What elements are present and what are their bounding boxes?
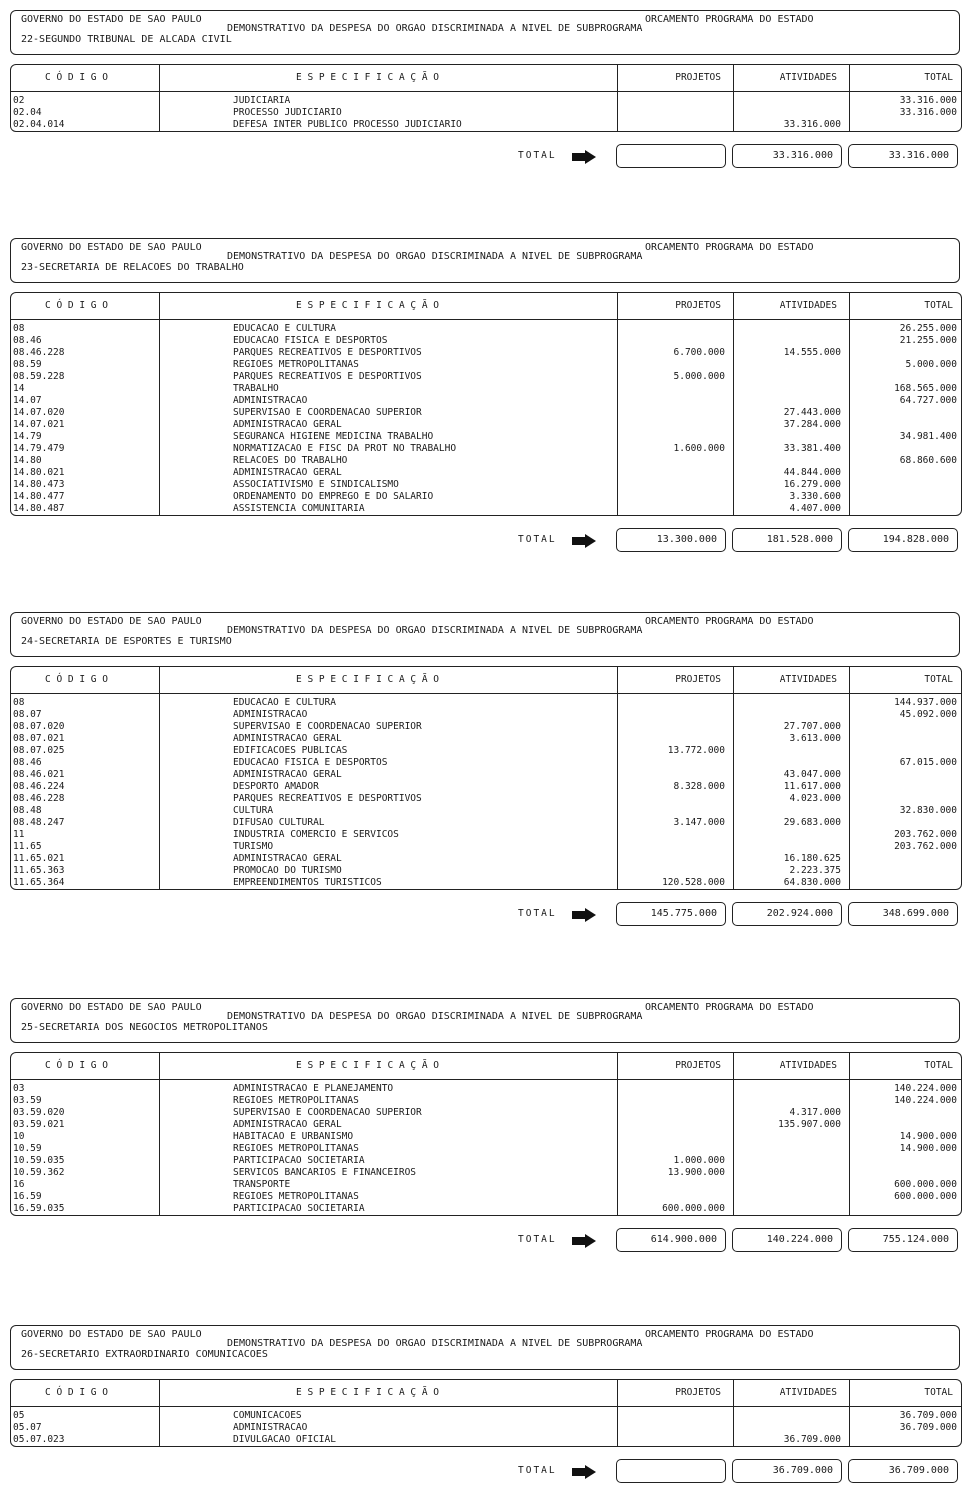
arrow-icon (572, 1464, 596, 1478)
table-row (11, 817, 961, 829)
atividades-cell: 37.284.000 (783, 419, 841, 430)
government-label: GOVERNO DO ESTADO DE SAO PAULO (21, 1002, 202, 1013)
total-label: TOTAL (518, 1465, 557, 1476)
table-row (11, 467, 961, 479)
total-row (10, 528, 962, 552)
specification-cell: TURISMO (233, 841, 274, 852)
specification-cell: ASSOCIATIVISMO E SINDICALISMO (233, 479, 399, 490)
atividades-cell: 36.709.000 (783, 1434, 841, 1445)
total-atividades-box: 140.224.000 (732, 1228, 842, 1252)
specification-cell: PARTICIPACAO SOCIETARIA (233, 1155, 365, 1166)
code-cell: 08.59.228 (13, 371, 65, 382)
code-cell: 02.04.014 (13, 119, 65, 130)
specification-cell: ASSISTENCIA COMUNITARIA (233, 503, 365, 514)
total-cell: 68.860.600 (899, 455, 957, 466)
total-label: TOTAL (518, 150, 557, 161)
table-row (11, 1131, 961, 1143)
total-sum-box: 755.124.000 (848, 1228, 958, 1252)
total-cell: 26.255.000 (899, 323, 957, 334)
arrow-icon (572, 1233, 596, 1247)
code-cell: 05.07 (13, 1422, 42, 1433)
table-body (11, 694, 961, 889)
table-header (11, 65, 961, 92)
code-cell: 14.80.477 (13, 491, 65, 502)
specification-cell: EDUCACAO FISICA E DESPORTOS (233, 335, 388, 346)
table-row (11, 721, 961, 733)
specification-cell: ADMINISTRACAO (233, 709, 308, 720)
arrow-icon (572, 907, 596, 921)
table-row (11, 107, 961, 119)
table-row (11, 757, 961, 769)
specification-cell: PARTICIPACAO SOCIETARIA (233, 1203, 365, 1214)
table-row (11, 1191, 961, 1203)
col-codigo-header: C Ó D I G O (45, 674, 108, 685)
specification-cell: TRANSPORTE (233, 1179, 291, 1190)
table-header (11, 667, 961, 694)
statement-label: DEMONSTRATIVO DA DESPESA DO ORGAO DISCRIMINADA A NIVEL DE SUBPROGRAMA (227, 625, 643, 636)
col-especificacao-header: E S P E C I F I C A Ç Ã O (296, 674, 439, 685)
code-cell: 16.59.035 (13, 1203, 65, 1214)
code-cell: 11.65.021 (13, 853, 65, 864)
total-cell: 34.981.400 (899, 431, 957, 442)
projetos-cell: 13.772.000 (667, 745, 725, 756)
col-codigo-header: C Ó D I G O (45, 72, 108, 83)
atividades-cell: 3.330.600 (789, 491, 841, 502)
col-especificacao-header: E S P E C I F I C A Ç Ã O (296, 300, 439, 311)
table-row (11, 95, 961, 107)
table-row (11, 503, 961, 515)
table-row (11, 479, 961, 491)
government-label: GOVERNO DO ESTADO DE SAO PAULO (21, 242, 202, 253)
total-cell: 33.316.000 (899, 107, 957, 118)
total-cell: 203.762.000 (894, 841, 957, 852)
atividades-cell: 33.316.000 (783, 119, 841, 130)
total-cell: 14.900.000 (899, 1131, 957, 1142)
total-cell: 144.937.000 (894, 697, 957, 708)
code-cell: 08.46.224 (13, 781, 65, 792)
total-row (10, 1228, 962, 1252)
total-cell: 5.000.000 (905, 359, 957, 370)
table-row (11, 877, 961, 889)
code-cell: 08.07 (13, 709, 42, 720)
table-header (11, 1380, 961, 1407)
atividades-cell: 43.047.000 (783, 769, 841, 780)
table-row (11, 419, 961, 431)
budget-label: ORCAMENTO PROGRAMA DO ESTADO (645, 1002, 814, 1013)
specification-cell: ADMINISTRACAO GERAL (233, 769, 342, 780)
total-cell: 203.762.000 (894, 829, 957, 840)
table-body (11, 1080, 961, 1215)
government-label: GOVERNO DO ESTADO DE SAO PAULO (21, 616, 202, 627)
projetos-cell: 1.000.000 (673, 1155, 725, 1166)
code-cell: 08.46 (13, 335, 42, 346)
col-projetos-header: PROJETOS (675, 674, 721, 685)
specification-cell: DIVULGACAO OFICIAL (233, 1434, 336, 1445)
projetos-cell: 600.000.000 (662, 1203, 725, 1214)
code-cell: 08.46.021 (13, 769, 65, 780)
table-row (11, 455, 961, 467)
table-row (11, 793, 961, 805)
expense-table (10, 64, 962, 132)
col-projetos-header: PROJETOS (675, 1060, 721, 1071)
total-cell: 33.316.000 (899, 95, 957, 106)
total-cell: 14.900.000 (899, 1143, 957, 1154)
total-cell: 140.224.000 (894, 1083, 957, 1094)
table-row (11, 383, 961, 395)
code-cell: 03.59 (13, 1095, 42, 1106)
table-row (11, 1179, 961, 1191)
total-cell: 36.709.000 (899, 1422, 957, 1433)
total-sum-box: 194.828.000 (848, 528, 958, 552)
table-row (11, 829, 961, 841)
atividades-cell: 14.555.000 (783, 347, 841, 358)
specification-cell: EDUCACAO FISICA E DESPORTOS (233, 757, 388, 768)
code-cell: 11.65.364 (13, 877, 65, 888)
col-atividades-header: ATIVIDADES (779, 300, 837, 311)
projetos-cell: 3.147.000 (673, 817, 725, 828)
table-row (11, 1143, 961, 1155)
total-label: TOTAL (518, 1234, 557, 1245)
specification-cell: REGIOES METROPOLITANAS (233, 1095, 359, 1106)
code-cell: 08 (13, 323, 25, 334)
total-projetos-box (616, 1459, 726, 1483)
budget-label: ORCAMENTO PROGRAMA DO ESTADO (645, 14, 814, 25)
code-cell: 11 (13, 829, 25, 840)
projetos-cell: 5.000.000 (673, 371, 725, 382)
specification-cell: PARQUES RECREATIVOS E DESPORTIVOS (233, 793, 422, 804)
total-cell: 21.255.000 (899, 335, 957, 346)
atividades-cell: 3.613.000 (789, 733, 841, 744)
arrow-icon (572, 149, 596, 163)
col-total-header: TOTAL (924, 300, 953, 311)
total-cell: 600.000.000 (894, 1191, 957, 1202)
government-label: GOVERNO DO ESTADO DE SAO PAULO (21, 1329, 202, 1340)
specification-cell: PARQUES RECREATIVOS E DESPORTIVOS (233, 371, 422, 382)
table-row (11, 1203, 961, 1215)
specification-cell: CULTURA (233, 805, 274, 816)
organ-name: 24-SECRETARIA DE ESPORTES E TURISMO (21, 636, 232, 647)
total-sum-box: 348.699.000 (848, 902, 958, 926)
code-cell: 08.07.020 (13, 721, 65, 732)
code-cell: 05 (13, 1410, 25, 1421)
specification-cell: ADMINISTRACAO (233, 1422, 308, 1433)
specification-cell: PROCESSO JUDICIARIO (233, 107, 342, 118)
specification-cell: EDUCACAO E CULTURA (233, 323, 336, 334)
specification-cell: ORDENAMENTO DO EMPREGO E DO SALARIO (233, 491, 434, 502)
table-header (11, 293, 961, 320)
table-row (11, 359, 961, 371)
projetos-cell: 8.328.000 (673, 781, 725, 792)
total-projetos-box (616, 144, 726, 168)
code-cell: 10.59 (13, 1143, 42, 1154)
table-row (11, 395, 961, 407)
atividades-cell: 33.381.400 (783, 443, 841, 454)
specification-cell: REGIOES METROPOLITANAS (233, 359, 359, 370)
table-body (11, 92, 961, 131)
code-cell: 03.59.020 (13, 1107, 65, 1118)
specification-cell: NORMATIZACAO E FISC DA PROT NO TRABALHO (233, 443, 457, 454)
atividades-cell: 16.180.625 (783, 853, 841, 864)
code-cell: 08.46 (13, 757, 42, 768)
table-row (11, 1095, 961, 1107)
table-row (11, 781, 961, 793)
total-projetos-box: 13.300.000 (616, 528, 726, 552)
table-row (11, 1410, 961, 1422)
section-header (10, 238, 960, 283)
table-row (11, 1119, 961, 1131)
specification-cell: RELACOES DO TRABALHO (233, 455, 348, 466)
col-projetos-header: PROJETOS (675, 72, 721, 83)
specification-cell: TRABALHO (233, 383, 279, 394)
code-cell: 02.04 (13, 107, 42, 118)
specification-cell: ADMINISTRACAO GERAL (233, 733, 342, 744)
total-cell: 67.015.000 (899, 757, 957, 768)
specification-cell: SEGURANCA HIGIENE MEDICINA TRABALHO (233, 431, 434, 442)
col-total-header: TOTAL (924, 72, 953, 83)
atividades-cell: 16.279.000 (783, 479, 841, 490)
code-cell: 14.80.021 (13, 467, 65, 478)
col-total-header: TOTAL (924, 674, 953, 685)
code-cell: 03 (13, 1083, 25, 1094)
total-cell: 32.830.000 (899, 805, 957, 816)
total-atividades-box: 181.528.000 (732, 528, 842, 552)
specification-cell: DEFESA INTER PUBLICO PROCESSO JUDICIARIO (233, 119, 462, 130)
specification-cell: SUPERVISAO E COORDENACAO SUPERIOR (233, 1107, 422, 1118)
table-row (11, 709, 961, 721)
total-sum-box: 33.316.000 (848, 144, 958, 168)
table-row (11, 841, 961, 853)
code-cell: 16.59 (13, 1191, 42, 1202)
table-row (11, 853, 961, 865)
table-row (11, 1107, 961, 1119)
table-row (11, 371, 961, 383)
table-row (11, 347, 961, 359)
atividades-cell: 29.683.000 (783, 817, 841, 828)
table-row (11, 697, 961, 709)
projetos-cell: 13.900.000 (667, 1167, 725, 1178)
code-cell: 08.07.025 (13, 745, 65, 756)
code-cell: 08.59 (13, 359, 42, 370)
atividades-cell: 2.223.375 (789, 865, 841, 876)
expense-table (10, 292, 962, 516)
table-row (11, 1434, 961, 1446)
total-atividades-box: 36.709.000 (732, 1459, 842, 1483)
table-body (11, 1407, 961, 1446)
code-cell: 10.59.035 (13, 1155, 65, 1166)
code-cell: 14.07.021 (13, 419, 65, 430)
arrow-icon (572, 533, 596, 547)
total-row (10, 1459, 962, 1483)
specification-cell: INDUSTRIA COMERCIO E SERVICOS (233, 829, 399, 840)
atividades-cell: 4.407.000 (789, 503, 841, 514)
col-atividades-header: ATIVIDADES (779, 72, 837, 83)
table-row (11, 443, 961, 455)
section-header (10, 998, 960, 1043)
code-cell: 05.07.023 (13, 1434, 65, 1445)
atividades-cell: 135.907.000 (778, 1119, 841, 1130)
code-cell: 14.79.479 (13, 443, 65, 454)
total-atividades-box: 33.316.000 (732, 144, 842, 168)
code-cell: 08 (13, 697, 25, 708)
table-body (11, 320, 961, 515)
specification-cell: ADMINISTRACAO (233, 395, 308, 406)
total-cell: 168.565.000 (894, 383, 957, 394)
specification-cell: ADMINISTRACAO E PLANEJAMENTO (233, 1083, 394, 1094)
table-row (11, 865, 961, 877)
atividades-cell: 27.443.000 (783, 407, 841, 418)
code-cell: 10.59.362 (13, 1167, 65, 1178)
statement-label: DEMONSTRATIVO DA DESPESA DO ORGAO DISCRIMINADA A NIVEL DE SUBPROGRAMA (227, 23, 643, 34)
specification-cell: COMUNICACOES (233, 1410, 302, 1421)
government-label: GOVERNO DO ESTADO DE SAO PAULO (21, 14, 202, 25)
total-cell: 45.092.000 (899, 709, 957, 720)
specification-cell: HABITACAO E URBANISMO (233, 1131, 354, 1142)
code-cell: 10 (13, 1131, 25, 1142)
table-row (11, 491, 961, 503)
projetos-cell: 120.528.000 (662, 877, 725, 888)
section-header (10, 1325, 960, 1370)
code-cell: 11.65.363 (13, 865, 65, 876)
specification-cell: EDIFICACOES PUBLICAS (233, 745, 348, 756)
table-row (11, 335, 961, 347)
specification-cell: SERVICOS BANCARIOS E FINANCEIROS (233, 1167, 417, 1178)
total-row (10, 902, 962, 926)
col-especificacao-header: E S P E C I F I C A Ç Ã O (296, 1387, 439, 1398)
specification-cell: EDUCACAO E CULTURA (233, 697, 336, 708)
specification-cell: SUPERVISAO E COORDENACAO SUPERIOR (233, 721, 422, 732)
specification-cell: JUDICIARIA (233, 95, 291, 106)
code-cell: 08.46.228 (13, 347, 65, 358)
code-cell: 08.48.247 (13, 817, 65, 828)
code-cell: 14.80 (13, 455, 42, 466)
code-cell: 16 (13, 1179, 25, 1190)
atividades-cell: 4.317.000 (789, 1107, 841, 1118)
table-row (11, 1155, 961, 1167)
table-row (11, 733, 961, 745)
table-row (11, 431, 961, 443)
total-cell: 36.709.000 (899, 1410, 957, 1421)
table-row (11, 119, 961, 131)
code-cell: 14.07.020 (13, 407, 65, 418)
col-atividades-header: ATIVIDADES (779, 674, 837, 685)
atividades-cell: 64.830.000 (783, 877, 841, 888)
specification-cell: PROMOCAO DO TURISMO (233, 865, 342, 876)
total-label: TOTAL (518, 908, 557, 919)
section-header (10, 612, 960, 657)
code-cell: 03.59.021 (13, 1119, 65, 1130)
col-projetos-header: PROJETOS (675, 300, 721, 311)
specification-cell: DESPORTO AMADOR (233, 781, 319, 792)
table-row (11, 745, 961, 757)
col-projetos-header: PROJETOS (675, 1387, 721, 1398)
projetos-cell: 6.700.000 (673, 347, 725, 358)
table-row (11, 1167, 961, 1179)
budget-label: ORCAMENTO PROGRAMA DO ESTADO (645, 1329, 814, 1340)
specification-cell: EMPREENDIMENTOS TURISTICOS (233, 877, 382, 888)
statement-label: DEMONSTRATIVO DA DESPESA DO ORGAO DISCRIMINADA A NIVEL DE SUBPROGRAMA (227, 251, 643, 262)
code-cell: 02 (13, 95, 25, 106)
organ-name: 25-SECRETARIA DOS NEGOCIOS METROPOLITANOS (21, 1022, 268, 1033)
budget-label: ORCAMENTO PROGRAMA DO ESTADO (645, 616, 814, 627)
statement-label: DEMONSTRATIVO DA DESPESA DO ORGAO DISCRIMINADA A NIVEL DE SUBPROGRAMA (227, 1011, 643, 1022)
table-row (11, 769, 961, 781)
total-label: TOTAL (518, 534, 557, 545)
total-atividades-box: 202.924.000 (732, 902, 842, 926)
col-codigo-header: C Ó D I G O (45, 1060, 108, 1071)
organ-name: 26-SECRETARIO EXTRAORDINARIO COMUNICACOES (21, 1349, 268, 1360)
table-header (11, 1053, 961, 1080)
statement-label: DEMONSTRATIVO DA DESPESA DO ORGAO DISCRIMINADA A NIVEL DE SUBPROGRAMA (227, 1338, 643, 1349)
total-projetos-box: 614.900.000 (616, 1228, 726, 1252)
total-cell: 64.727.000 (899, 395, 957, 406)
atividades-cell: 11.617.000 (783, 781, 841, 792)
code-cell: 14.80.473 (13, 479, 65, 490)
code-cell: 08.07.021 (13, 733, 65, 744)
atividades-cell: 27.707.000 (783, 721, 841, 732)
table-row (11, 407, 961, 419)
code-cell: 14 (13, 383, 25, 394)
table-row (11, 805, 961, 817)
specification-cell: ADMINISTRACAO GERAL (233, 419, 342, 430)
total-row (10, 144, 962, 168)
total-projetos-box: 145.775.000 (616, 902, 726, 926)
table-row (11, 1083, 961, 1095)
total-cell: 140.224.000 (894, 1095, 957, 1106)
total-sum-box: 36.709.000 (848, 1459, 958, 1483)
budget-label: ORCAMENTO PROGRAMA DO ESTADO (645, 242, 814, 253)
specification-cell: SUPERVISAO E COORDENACAO SUPERIOR (233, 407, 422, 418)
section-header (10, 10, 960, 55)
specification-cell: ADMINISTRACAO GERAL (233, 467, 342, 478)
code-cell: 14.79 (13, 431, 42, 442)
col-codigo-header: C Ó D I G O (45, 1387, 108, 1398)
col-total-header: TOTAL (924, 1387, 953, 1398)
projetos-cell: 1.600.000 (673, 443, 725, 454)
expense-table (10, 1052, 962, 1216)
specification-cell: ADMINISTRACAO GERAL (233, 853, 342, 864)
organ-name: 23-SECRETARIA DE RELACOES DO TRABALHO (21, 262, 244, 273)
table-row (11, 1422, 961, 1434)
col-codigo-header: C Ó D I G O (45, 300, 108, 311)
organ-name: 22-SEGUNDO TRIBUNAL DE ALCADA CIVIL (21, 34, 232, 45)
table-row (11, 323, 961, 335)
col-atividades-header: ATIVIDADES (779, 1387, 837, 1398)
expense-table (10, 666, 962, 890)
code-cell: 08.48 (13, 805, 42, 816)
col-total-header: TOTAL (924, 1060, 953, 1071)
expense-table (10, 1379, 962, 1447)
code-cell: 14.80.487 (13, 503, 65, 514)
code-cell: 11.65 (13, 841, 42, 852)
specification-cell: ADMINISTRACAO GERAL (233, 1119, 342, 1130)
atividades-cell: 44.844.000 (783, 467, 841, 478)
atividades-cell: 4.023.000 (789, 793, 841, 804)
specification-cell: REGIOES METROPOLITANAS (233, 1143, 359, 1154)
specification-cell: DIFUSAO CULTURAL (233, 817, 325, 828)
code-cell: 08.46.228 (13, 793, 65, 804)
col-atividades-header: ATIVIDADES (779, 1060, 837, 1071)
total-cell: 600.000.000 (894, 1179, 957, 1190)
col-especificacao-header: E S P E C I F I C A Ç Ã O (296, 1060, 439, 1071)
code-cell: 14.07 (13, 395, 42, 406)
specification-cell: REGIOES METROPOLITANAS (233, 1191, 359, 1202)
col-especificacao-header: E S P E C I F I C A Ç Ã O (296, 72, 439, 83)
specification-cell: PARQUES RECREATIVOS E DESPORTIVOS (233, 347, 422, 358)
